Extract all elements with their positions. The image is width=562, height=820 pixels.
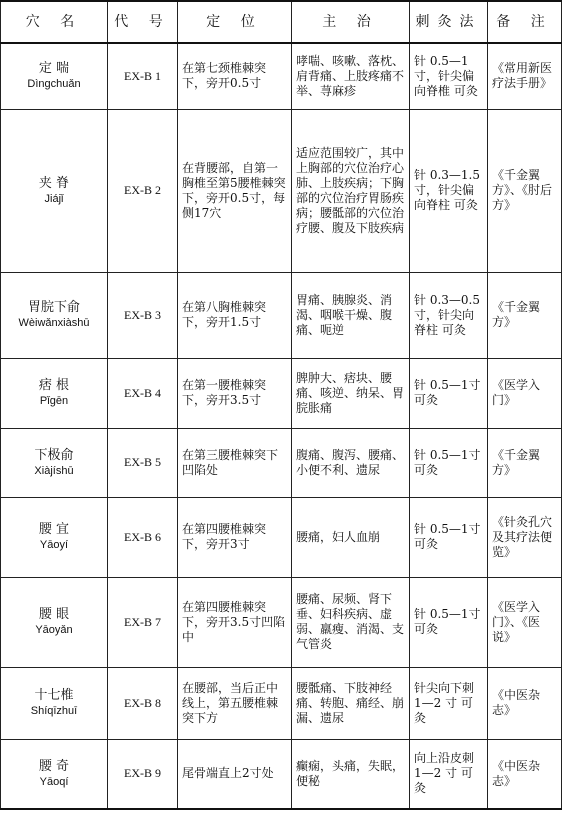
point-indication: 胃痛、胰腺炎、消渴、咽喉干燥、腹痛、呃逆	[296, 292, 393, 337]
point-name-cell	[1, 358, 108, 428]
point-name-chinese: 腰 宜	[38, 522, 70, 537]
point-name-cell	[1, 667, 108, 739]
point-indication: 癫痫，头痛，失眠，便秘	[296, 758, 405, 788]
point-remark: 《千金翼方》	[492, 300, 541, 329]
point-name-cell	[1, 739, 108, 809]
header-name: 穴 名	[1, 1, 108, 43]
point-name-cell	[1, 272, 108, 358]
point-location: 在第三腰椎棘突下凹陷处	[182, 447, 279, 477]
point-name-cell	[1, 577, 108, 667]
point-location: 在第一腰椎棘突下，旁开3.5寸	[182, 378, 267, 407]
point-remark: 《常用新医疗法手册》	[492, 61, 553, 91]
point-indication: 腰痛，妇人血崩	[296, 529, 381, 544]
header-technique: 刺灸法	[410, 1, 488, 43]
table-row	[1, 43, 562, 109]
point-name-pinyin: Wèiwǎnxiàshū	[18, 317, 90, 329]
point-location: 尾骨端直上2寸处	[182, 766, 274, 781]
point-code: EX-B 8	[108, 667, 178, 739]
point-name-cell	[1, 43, 108, 109]
point-name-cell	[1, 109, 108, 272]
point-name-chinese: 十七椎	[34, 688, 74, 703]
point-technique: 针 0.5—1 寸，针尖偏向脊椎 可灸	[414, 53, 478, 98]
point-name-pinyin: Yāoyǎn	[35, 624, 73, 636]
header-remark: 备 注	[488, 1, 562, 43]
point-location: 在背腰部，自第一胸椎至第5腰椎棘突下，旁开0.5寸，每侧17穴	[182, 160, 286, 220]
point-code: EX-B 5	[108, 428, 178, 497]
point-code: EX-B 6	[108, 497, 178, 577]
point-code: EX-B 3	[108, 272, 178, 358]
point-name-chinese: 胃脘下俞	[27, 300, 80, 315]
point-remark: 《针灸孔穴及其疗法便览》	[492, 514, 553, 559]
point-indication: 腹痛、腹泻、腰痛、小便不利、遗尿	[296, 447, 405, 477]
point-name-chinese: 定 喘	[38, 61, 70, 77]
point-technique: 针 0.5—1寸 可灸	[414, 522, 481, 551]
point-remark: 《医学入门》、《医说》	[492, 599, 541, 644]
point-name-chinese: 腰 眼	[38, 607, 70, 622]
header-indication: 主 治	[292, 1, 410, 43]
point-name-pinyin: Pǐgēn	[39, 395, 69, 407]
table-row	[1, 109, 562, 272]
point-technique: 向上沿皮刺 1—2 寸 可灸	[414, 751, 475, 796]
point-remark: 《中医杂志》	[492, 758, 541, 788]
point-remark: 《中医杂志》	[492, 688, 541, 717]
point-code: EX-B 7	[108, 577, 178, 667]
point-indication: 哮喘、咳嗽、落枕、肩背痛、上肢疼痛不举、荨麻疹	[296, 53, 405, 98]
point-name-pinyin: Yāoqí	[39, 775, 69, 788]
table-row	[1, 577, 562, 667]
point-name-pinyin: Xiàjíshū	[34, 464, 74, 477]
table-header-row	[1, 1, 562, 43]
point-remark: 《千金翼方》	[492, 447, 541, 477]
point-name-pinyin: Jiájǐ	[44, 192, 64, 205]
point-technique: 针 0.3—1.5 寸，针尖偏向脊柱 可灸	[414, 168, 480, 212]
point-technique: 针尖向下刺 1—2 寸 可灸	[414, 680, 475, 725]
table-row	[1, 358, 562, 428]
point-location: 在第八胸椎棘突下，旁开1.5寸	[182, 300, 267, 329]
header-code: 代 号	[108, 1, 178, 43]
point-technique: 针 0.5—1寸 可灸	[414, 607, 481, 636]
point-indication: 脾肿大、痞块、腰痛、咳逆、纳呆、胃脘胀痛	[296, 370, 405, 415]
point-code: EX-B 4	[108, 358, 178, 428]
point-name-cell	[1, 428, 108, 497]
point-name-chinese: 下极俞	[34, 447, 74, 463]
point-technique: 针 0.3—0.5 寸，针尖向脊柱 可灸	[414, 292, 480, 337]
point-name-cell	[1, 497, 108, 577]
table-row	[1, 667, 562, 739]
point-remark: 《医学入门》	[492, 378, 541, 407]
table-row	[1, 497, 562, 577]
point-technique: 针 0.5—1寸 可灸	[414, 447, 481, 477]
point-remark: 《千金翼方》、《肘后方》	[492, 168, 553, 212]
point-technique: 针 0.5—1寸 可灸	[414, 378, 481, 407]
table-row	[1, 739, 562, 809]
point-indication: 腰骶痛、下肢神经痛、转胞、痛经、崩漏、遗尿	[296, 680, 405, 725]
point-code: EX-B 9	[108, 739, 178, 809]
point-name-pinyin: Yāoyí	[39, 539, 69, 551]
table-row	[1, 428, 562, 497]
point-indication: 腰痛、尿频、肾下垂、妇科疾病、虚弱、羸瘦、消渴、支气管炎	[296, 592, 405, 651]
point-location: 在第四腰椎棘突下，旁开3.5寸凹陷中	[182, 599, 286, 644]
point-name-pinyin: Shíqīzhuī	[30, 705, 78, 717]
point-name-chinese: 腰 奇	[38, 758, 70, 774]
point-location: 在第四腰椎棘突下，旁开3寸	[182, 522, 267, 551]
point-name-chinese: 痞 根	[38, 378, 70, 393]
point-code: EX-B 2	[108, 109, 178, 272]
point-location: 在第七颈椎棘突下，旁开0.5寸	[182, 61, 267, 91]
point-code: EX-B 1	[108, 43, 178, 109]
point-name-pinyin: Dìngchuǎn	[27, 78, 81, 91]
point-name-chinese: 夹 脊	[38, 175, 70, 191]
table-row	[1, 272, 562, 358]
point-location: 在腰部，当后正中线上，第五腰椎棘突下方	[182, 680, 279, 725]
point-indication: 适应范围较广，其中上胸部的穴位治疗心肺、上肢疾病；下胸部的穴位治疗胃肠疾病；腰骶部的穴位治疗腰、腹及下肢疾病	[296, 145, 405, 235]
header-location: 定 位	[178, 1, 292, 43]
